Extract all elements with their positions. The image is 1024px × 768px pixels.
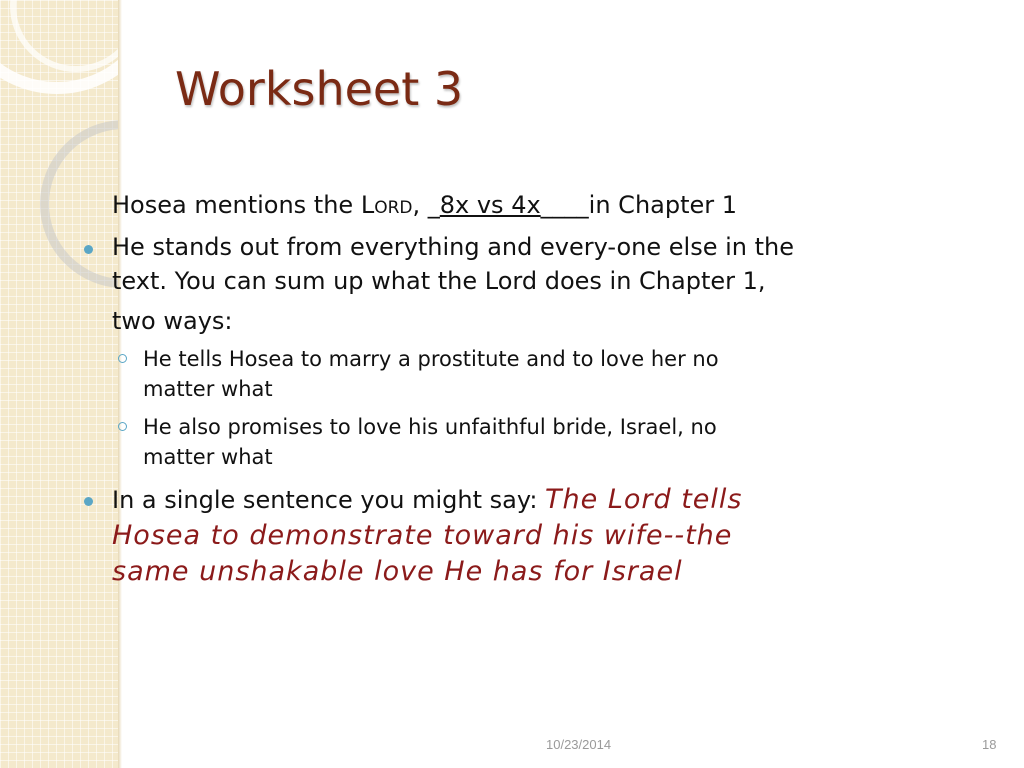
slide-body bbox=[80, 188, 980, 590]
blank-answer: 8x vs 4x bbox=[439, 191, 541, 219]
intro-text-c: in Chapter 1 bbox=[588, 191, 738, 219]
sub-bullet-item bbox=[80, 412, 980, 472]
bullet-item bbox=[80, 230, 980, 338]
summary-lead: In a single sentence you might say: bbox=[112, 486, 546, 514]
bullet-line: text. You can sum up what the Lord does in Chapter 1, bbox=[112, 267, 766, 295]
sub-bullet-line: matter what bbox=[143, 377, 273, 401]
bullet-line bbox=[80, 554, 980, 590]
sub-bullet-line: He tells Hosea to marry a prostitute and to love her no bbox=[143, 347, 719, 371]
slide-title: Worksheet 3 bbox=[175, 62, 464, 116]
intro-line bbox=[80, 188, 980, 222]
sub-bullet-line: matter what bbox=[143, 445, 273, 469]
bullet-item bbox=[80, 482, 980, 590]
bullet-line bbox=[80, 482, 980, 518]
summary-quote: Hosea to demonstrate toward his wife--the bbox=[112, 520, 733, 551]
intro-text-a: Hosea mentions the L bbox=[112, 191, 375, 219]
summary-quote: same unshakable love He has for Israel bbox=[112, 556, 683, 587]
intro-text-b: , bbox=[412, 191, 428, 219]
summary-quote: The Lord tells bbox=[545, 484, 743, 515]
bullet-line: two ways: bbox=[112, 307, 233, 335]
bullet-line: He stands out from everything and every-one else in the bbox=[112, 233, 795, 261]
footer-date: 10/23/2014 bbox=[546, 737, 612, 752]
bullet-line bbox=[80, 518, 980, 554]
blank-suffix: ____ bbox=[540, 191, 589, 219]
sub-bullet-line: He also promises to love his unfaithful bride, Israel, no bbox=[143, 415, 717, 439]
sub-bullet-item bbox=[80, 344, 980, 404]
slide-number: 18 bbox=[982, 737, 997, 752]
blank-prefix: _ bbox=[427, 191, 440, 219]
lord-smallcaps: ord bbox=[374, 191, 413, 219]
